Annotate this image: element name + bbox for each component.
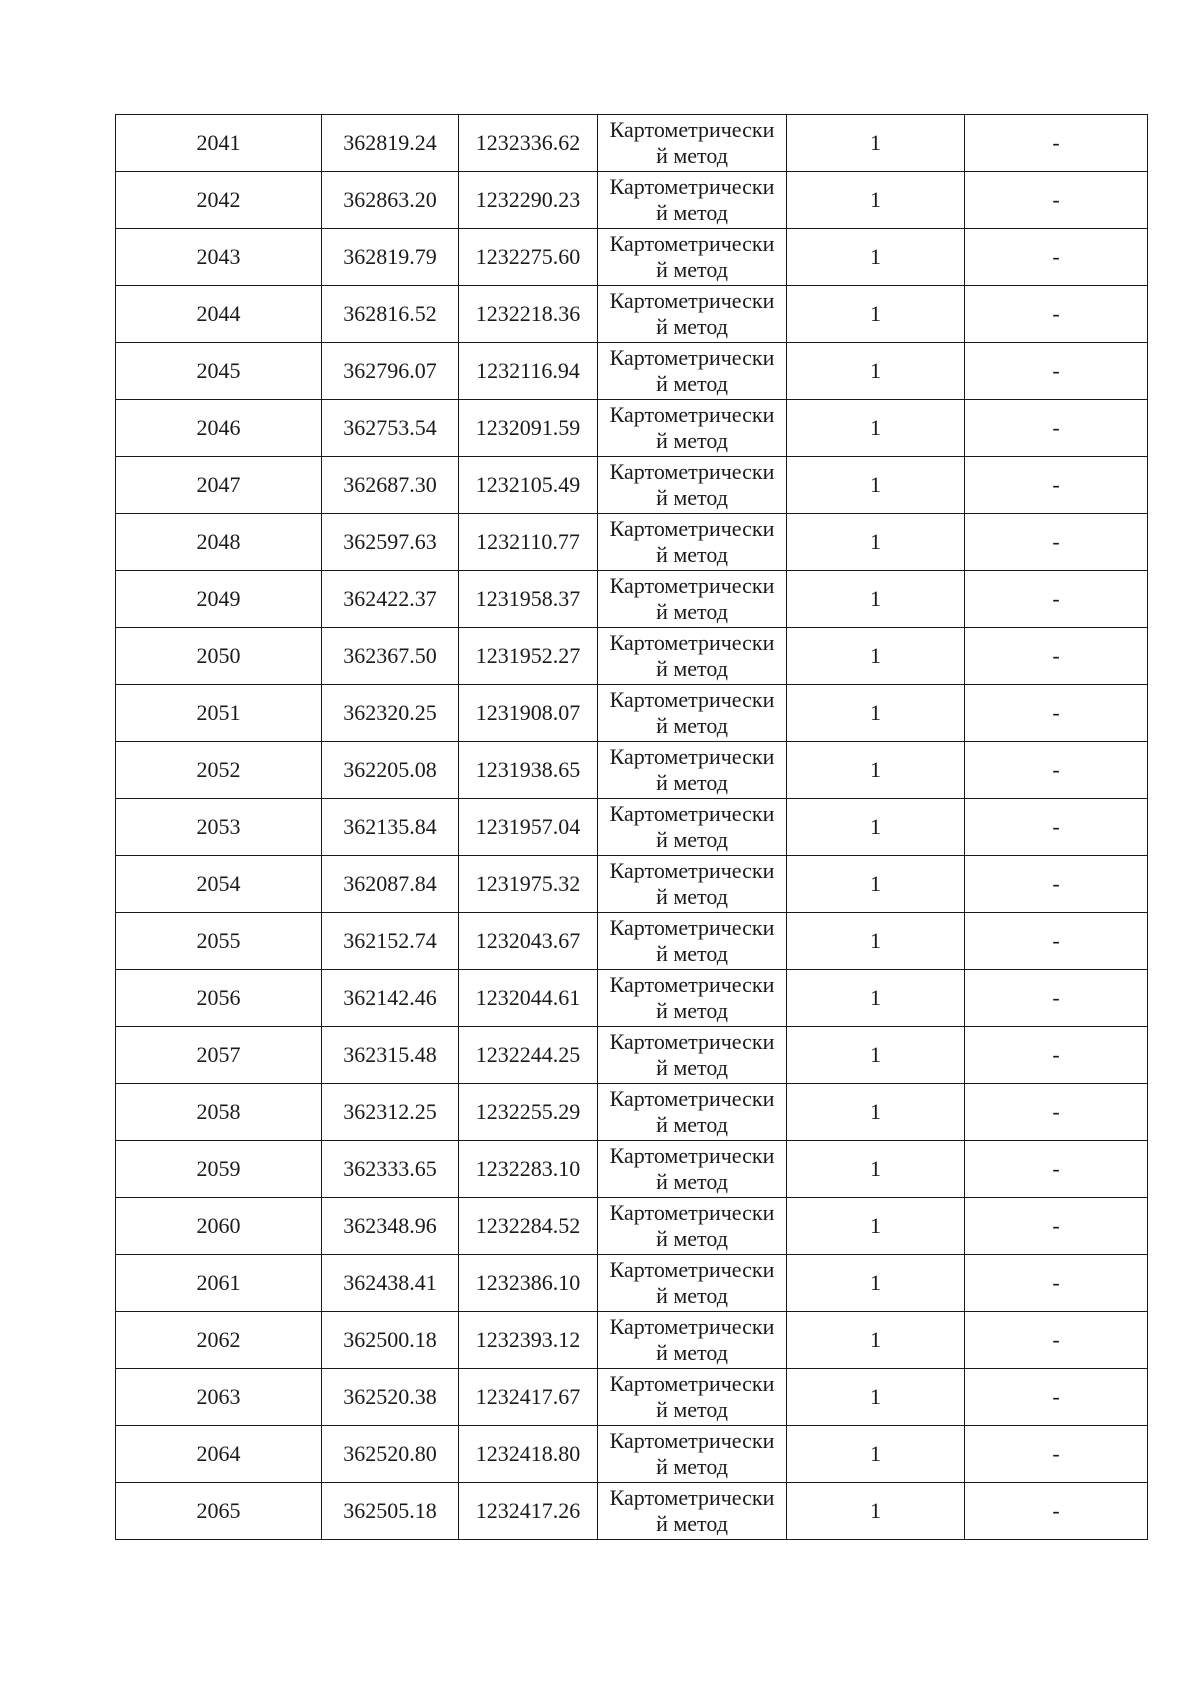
table-row xyxy=(116,970,1148,1027)
accuracy-cell: 1 xyxy=(787,286,965,343)
point-number-cell: 2043 xyxy=(116,229,322,286)
table-row xyxy=(116,514,1148,571)
point-number-cell: 2048 xyxy=(116,514,322,571)
x-coordinate-cell: 362087.84 xyxy=(322,856,459,913)
method-line-1: Картометрически xyxy=(609,972,775,997)
point-number-cell: 2057 xyxy=(116,1027,322,1084)
x-coordinate-cell: 362863.20 xyxy=(322,172,459,229)
x-coordinate-cell: 362597.63 xyxy=(322,514,459,571)
point-number-cell: 2056 xyxy=(116,970,322,1027)
method-cell xyxy=(598,1483,787,1540)
x-coordinate-cell: 362816.52 xyxy=(322,286,459,343)
note-cell: - xyxy=(965,115,1148,172)
method-line-1: Картометрически xyxy=(609,858,775,883)
x-coordinate-cell: 362753.54 xyxy=(322,400,459,457)
method-line-1: Картометрически xyxy=(609,117,775,142)
method-line-1: Картометрически xyxy=(609,1371,775,1396)
y-coordinate-cell: 1232418.80 xyxy=(459,1426,598,1483)
accuracy-cell: 1 xyxy=(787,571,965,628)
note-cell: - xyxy=(965,1312,1148,1369)
y-coordinate-cell: 1232393.12 xyxy=(459,1312,598,1369)
accuracy-cell: 1 xyxy=(787,172,965,229)
x-coordinate-cell: 362333.65 xyxy=(322,1141,459,1198)
method-cell xyxy=(598,628,787,685)
method-line-2: й метод xyxy=(656,1169,728,1194)
method-cell xyxy=(598,229,787,286)
point-number-cell: 2059 xyxy=(116,1141,322,1198)
y-coordinate-cell: 1232043.67 xyxy=(459,913,598,970)
accuracy-cell: 1 xyxy=(787,1255,965,1312)
method-line-1: Картометрически xyxy=(609,1314,775,1339)
x-coordinate-cell: 362796.07 xyxy=(322,343,459,400)
x-coordinate-cell: 362367.50 xyxy=(322,628,459,685)
method-line-1: Картометрически xyxy=(609,345,775,370)
point-number-cell: 2050 xyxy=(116,628,322,685)
method-line-2: й метод xyxy=(656,200,728,225)
method-line-2: й метод xyxy=(656,656,728,681)
method-line-1: Картометрически xyxy=(609,1257,775,1282)
y-coordinate-cell: 1232091.59 xyxy=(459,400,598,457)
method-line-2: й метод xyxy=(656,314,728,339)
y-coordinate-cell: 1231957.04 xyxy=(459,799,598,856)
point-number-cell: 2049 xyxy=(116,571,322,628)
table-row xyxy=(116,343,1148,400)
method-cell xyxy=(598,970,787,1027)
point-number-cell: 2063 xyxy=(116,1369,322,1426)
method-line-2: й метод xyxy=(656,542,728,567)
y-coordinate-cell: 1232417.26 xyxy=(459,1483,598,1540)
method-line-2: й метод xyxy=(656,884,728,909)
point-number-cell: 2042 xyxy=(116,172,322,229)
method-line-2: й метод xyxy=(656,371,728,396)
method-cell xyxy=(598,799,787,856)
coordinates-table-body xyxy=(116,115,1148,1540)
coordinates-table xyxy=(115,114,1148,1540)
accuracy-cell: 1 xyxy=(787,685,965,742)
point-number-cell: 2062 xyxy=(116,1312,322,1369)
method-cell xyxy=(598,685,787,742)
method-line-2: й метод xyxy=(656,1340,728,1365)
method-cell xyxy=(598,742,787,799)
method-cell xyxy=(598,1198,787,1255)
table-row xyxy=(116,628,1148,685)
y-coordinate-cell: 1232218.36 xyxy=(459,286,598,343)
x-coordinate-cell: 362819.79 xyxy=(322,229,459,286)
x-coordinate-cell: 362348.96 xyxy=(322,1198,459,1255)
accuracy-cell: 1 xyxy=(787,799,965,856)
table-row xyxy=(116,115,1148,172)
table-row xyxy=(116,571,1148,628)
y-coordinate-cell: 1232244.25 xyxy=(459,1027,598,1084)
method-line-1: Картометрически xyxy=(609,1485,775,1510)
accuracy-cell: 1 xyxy=(787,1369,965,1426)
x-coordinate-cell: 362135.84 xyxy=(322,799,459,856)
point-number-cell: 2041 xyxy=(116,115,322,172)
table-row xyxy=(116,229,1148,286)
note-cell: - xyxy=(965,799,1148,856)
method-line-1: Картометрически xyxy=(609,231,775,256)
y-coordinate-cell: 1232336.62 xyxy=(459,115,598,172)
y-coordinate-cell: 1232283.10 xyxy=(459,1141,598,1198)
x-coordinate-cell: 362438.41 xyxy=(322,1255,459,1312)
x-coordinate-cell: 362422.37 xyxy=(322,571,459,628)
note-cell: - xyxy=(965,628,1148,685)
method-line-1: Картометрически xyxy=(609,402,775,427)
table-row xyxy=(116,1312,1148,1369)
table-row xyxy=(116,913,1148,970)
note-cell: - xyxy=(965,1198,1148,1255)
accuracy-cell: 1 xyxy=(787,1483,965,1540)
table-row xyxy=(116,1027,1148,1084)
note-cell: - xyxy=(965,970,1148,1027)
accuracy-cell: 1 xyxy=(787,970,965,1027)
note-cell: - xyxy=(965,1369,1148,1426)
note-cell: - xyxy=(965,172,1148,229)
y-coordinate-cell: 1231952.27 xyxy=(459,628,598,685)
method-cell xyxy=(598,457,787,514)
x-coordinate-cell: 362520.80 xyxy=(322,1426,459,1483)
table-row xyxy=(116,1198,1148,1255)
note-cell: - xyxy=(965,742,1148,799)
method-line-2: й метод xyxy=(656,1397,728,1422)
x-coordinate-cell: 362687.30 xyxy=(322,457,459,514)
table-row xyxy=(116,286,1148,343)
method-line-2: й метод xyxy=(656,257,728,282)
method-line-2: й метод xyxy=(656,1112,728,1137)
point-number-cell: 2064 xyxy=(116,1426,322,1483)
method-line-2: й метод xyxy=(656,1283,728,1308)
note-cell: - xyxy=(965,1084,1148,1141)
table-row xyxy=(116,685,1148,742)
method-line-2: й метод xyxy=(656,485,728,510)
x-coordinate-cell: 362205.08 xyxy=(322,742,459,799)
note-cell: - xyxy=(965,514,1148,571)
accuracy-cell: 1 xyxy=(787,229,965,286)
point-number-cell: 2055 xyxy=(116,913,322,970)
x-coordinate-cell: 362520.38 xyxy=(322,1369,459,1426)
method-line-2: й метод xyxy=(656,1055,728,1080)
x-coordinate-cell: 362315.48 xyxy=(322,1027,459,1084)
note-cell: - xyxy=(965,286,1148,343)
x-coordinate-cell: 362152.74 xyxy=(322,913,459,970)
note-cell: - xyxy=(965,343,1148,400)
note-cell: - xyxy=(965,1255,1148,1312)
table-row xyxy=(116,1483,1148,1540)
method-line-1: Картометрически xyxy=(609,630,775,655)
accuracy-cell: 1 xyxy=(787,856,965,913)
method-line-1: Картометрически xyxy=(609,801,775,826)
method-line-1: Картометрически xyxy=(609,288,775,313)
method-line-2: й метод xyxy=(656,428,728,453)
accuracy-cell: 1 xyxy=(787,1027,965,1084)
method-line-2: й метод xyxy=(656,1226,728,1251)
method-line-1: Картометрически xyxy=(609,1428,775,1453)
table-row xyxy=(116,1255,1148,1312)
method-cell xyxy=(598,1426,787,1483)
y-coordinate-cell: 1232105.49 xyxy=(459,457,598,514)
point-number-cell: 2053 xyxy=(116,799,322,856)
table-row xyxy=(116,1084,1148,1141)
method-cell xyxy=(598,286,787,343)
method-line-1: Картометрически xyxy=(609,573,775,598)
method-line-2: й метод xyxy=(656,1511,728,1536)
note-cell: - xyxy=(965,1027,1148,1084)
accuracy-cell: 1 xyxy=(787,514,965,571)
table-row xyxy=(116,1141,1148,1198)
accuracy-cell: 1 xyxy=(787,1426,965,1483)
method-cell xyxy=(598,571,787,628)
method-line-1: Картометрически xyxy=(609,1143,775,1168)
y-coordinate-cell: 1232255.29 xyxy=(459,1084,598,1141)
method-cell xyxy=(598,1027,787,1084)
method-cell xyxy=(598,1369,787,1426)
point-number-cell: 2058 xyxy=(116,1084,322,1141)
table-row xyxy=(116,457,1148,514)
method-cell xyxy=(598,1255,787,1312)
point-number-cell: 2054 xyxy=(116,856,322,913)
note-cell: - xyxy=(965,571,1148,628)
method-cell xyxy=(598,856,787,913)
x-coordinate-cell: 362320.25 xyxy=(322,685,459,742)
y-coordinate-cell: 1232275.60 xyxy=(459,229,598,286)
point-number-cell: 2044 xyxy=(116,286,322,343)
note-cell: - xyxy=(965,400,1148,457)
method-line-1: Картометрически xyxy=(609,459,775,484)
table-row xyxy=(116,172,1148,229)
method-cell xyxy=(598,343,787,400)
accuracy-cell: 1 xyxy=(787,115,965,172)
method-cell xyxy=(598,172,787,229)
accuracy-cell: 1 xyxy=(787,1084,965,1141)
y-coordinate-cell: 1231908.07 xyxy=(459,685,598,742)
point-number-cell: 2061 xyxy=(116,1255,322,1312)
method-cell xyxy=(598,1141,787,1198)
y-coordinate-cell: 1232290.23 xyxy=(459,172,598,229)
y-coordinate-cell: 1231938.65 xyxy=(459,742,598,799)
point-number-cell: 2045 xyxy=(116,343,322,400)
method-cell xyxy=(598,913,787,970)
accuracy-cell: 1 xyxy=(787,1141,965,1198)
x-coordinate-cell: 362819.24 xyxy=(322,115,459,172)
table-row xyxy=(116,1369,1148,1426)
method-line-1: Картометрически xyxy=(609,1200,775,1225)
accuracy-cell: 1 xyxy=(787,742,965,799)
method-cell xyxy=(598,514,787,571)
method-line-1: Картометрически xyxy=(609,516,775,541)
note-cell: - xyxy=(965,856,1148,913)
table-row xyxy=(116,742,1148,799)
method-line-2: й метод xyxy=(656,599,728,624)
method-line-2: й метод xyxy=(656,713,728,738)
x-coordinate-cell: 362500.18 xyxy=(322,1312,459,1369)
point-number-cell: 2047 xyxy=(116,457,322,514)
method-cell xyxy=(598,1084,787,1141)
method-line-2: й метод xyxy=(656,1454,728,1479)
note-cell: - xyxy=(965,1426,1148,1483)
method-line-1: Картометрически xyxy=(609,1086,775,1111)
point-number-cell: 2052 xyxy=(116,742,322,799)
method-line-1: Картометрически xyxy=(609,1029,775,1054)
accuracy-cell: 1 xyxy=(787,457,965,514)
point-number-cell: 2046 xyxy=(116,400,322,457)
note-cell: - xyxy=(965,229,1148,286)
note-cell: - xyxy=(965,685,1148,742)
method-line-2: й метод xyxy=(656,998,728,1023)
table-row xyxy=(116,400,1148,457)
y-coordinate-cell: 1232386.10 xyxy=(459,1255,598,1312)
y-coordinate-cell: 1231958.37 xyxy=(459,571,598,628)
method-cell xyxy=(598,400,787,457)
y-coordinate-cell: 1231975.32 xyxy=(459,856,598,913)
table-row xyxy=(116,799,1148,856)
method-line-2: й метод xyxy=(656,143,728,168)
table-row xyxy=(116,856,1148,913)
method-line-1: Картометрически xyxy=(609,744,775,769)
method-line-1: Картометрически xyxy=(609,687,775,712)
accuracy-cell: 1 xyxy=(787,400,965,457)
accuracy-cell: 1 xyxy=(787,913,965,970)
accuracy-cell: 1 xyxy=(787,1198,965,1255)
note-cell: - xyxy=(965,1483,1148,1540)
note-cell: - xyxy=(965,1141,1148,1198)
note-cell: - xyxy=(965,457,1148,514)
method-line-2: й метод xyxy=(656,827,728,852)
point-number-cell: 2065 xyxy=(116,1483,322,1540)
method-line-1: Картометрически xyxy=(609,174,775,199)
y-coordinate-cell: 1232284.52 xyxy=(459,1198,598,1255)
y-coordinate-cell: 1232110.77 xyxy=(459,514,598,571)
x-coordinate-cell: 362142.46 xyxy=(322,970,459,1027)
method-line-2: й метод xyxy=(656,770,728,795)
point-number-cell: 2060 xyxy=(116,1198,322,1255)
method-cell xyxy=(598,1312,787,1369)
point-number-cell: 2051 xyxy=(116,685,322,742)
method-cell xyxy=(598,115,787,172)
method-line-1: Картометрически xyxy=(609,915,775,940)
x-coordinate-cell: 362312.25 xyxy=(322,1084,459,1141)
x-coordinate-cell: 362505.18 xyxy=(322,1483,459,1540)
method-line-2: й метод xyxy=(656,941,728,966)
y-coordinate-cell: 1232116.94 xyxy=(459,343,598,400)
accuracy-cell: 1 xyxy=(787,628,965,685)
y-coordinate-cell: 1232044.61 xyxy=(459,970,598,1027)
table-row xyxy=(116,1426,1148,1483)
note-cell: - xyxy=(965,913,1148,970)
accuracy-cell: 1 xyxy=(787,1312,965,1369)
y-coordinate-cell: 1232417.67 xyxy=(459,1369,598,1426)
accuracy-cell: 1 xyxy=(787,343,965,400)
